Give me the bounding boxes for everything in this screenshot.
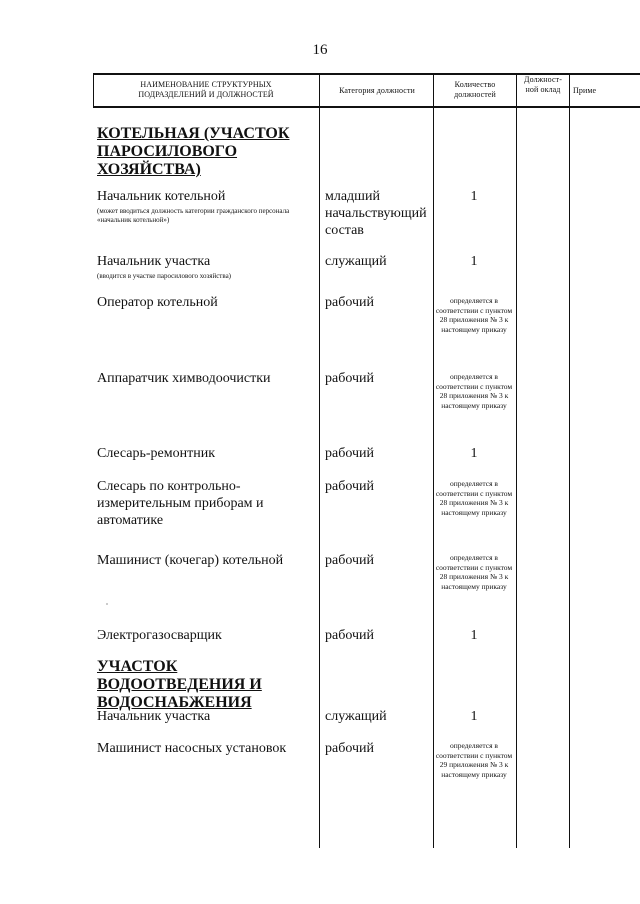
column-divider	[319, 73, 320, 848]
position-category: рабочий	[325, 628, 374, 643]
position-name	[97, 188, 312, 225]
position-category: рабочий	[325, 553, 374, 568]
position-count: определяется в соответствии с пунктом 28 приложения № 3 к настоящему приказу	[435, 553, 513, 591]
section-title: КОТЕЛЬНАЯ (УЧАСТОК ПАРОСИЛОВОГО ХОЗЯЙСТВА)	[97, 125, 290, 178]
position-count: 1	[470, 254, 478, 269]
position-category: рабочий	[325, 371, 374, 386]
position-category: рабочий	[325, 295, 374, 310]
header-bottom-rule	[93, 106, 640, 108]
position-count: 1	[470, 709, 478, 724]
position-name: Слесарь-ремонтник	[97, 446, 216, 461]
position-note: (может вводиться должность категории гражданского персонала «начальник котельной»)	[97, 207, 290, 224]
position-name: Машинист насосных установок	[97, 741, 287, 756]
position-category: рабочий	[325, 446, 374, 461]
column-divider	[433, 73, 434, 848]
header-structure-names: НАИМЕНОВАНИЕ СТРУКТУРНЫХ ПОДРАЗДЕЛЕНИЙ И ДОЛЖНОСТЕЙ	[138, 80, 274, 99]
position-category: рабочий	[325, 479, 374, 494]
position-category: служащий	[325, 254, 387, 269]
position-name	[97, 253, 312, 281]
position-name: Аппаратчик химводоочистки	[97, 371, 271, 386]
column-divider	[569, 73, 570, 848]
page-number: 16	[312, 42, 328, 58]
scan-speck	[106, 603, 108, 605]
header-notes: Приме	[573, 86, 597, 95]
position-title: Начальник участка	[97, 254, 211, 269]
position-count: определяется в соответствии с пунктом 28 приложения № 3 к настоящему приказу	[435, 296, 513, 334]
position-name: Слесарь по контрольно-измерительным приборам и автоматике	[97, 479, 264, 528]
position-count: 1	[470, 628, 478, 643]
header-salary: Должност-ной оклад	[524, 75, 562, 94]
position-category: младший начальствующий состав	[325, 189, 427, 238]
column-divider	[93, 73, 94, 108]
position-count: определяется в соответствии с пунктом 28 приложения № 3 к настоящему приказу	[435, 372, 513, 410]
position-count: определяется в соответствии с пунктом 28 приложения № 3 к настоящему приказу	[435, 479, 513, 517]
position-category: рабочий	[325, 741, 374, 756]
header-position-category: Категория должности	[339, 86, 415, 95]
column-divider	[516, 73, 517, 848]
position-name: Оператор котельной	[97, 295, 218, 310]
position-name: Машинист (кочегар) котельной	[97, 553, 284, 568]
position-title: Начальник котельной	[97, 189, 226, 204]
section-title: УЧАСТОК ВОДООТВЕДЕНИЯ И ВОДОСНАБЖЕНИЯ	[97, 658, 262, 711]
position-count: 1	[470, 446, 478, 461]
position-name: Электрогазосварщик	[97, 628, 222, 643]
header-position-count: Количество должностей	[454, 80, 496, 99]
position-count: определяется в соответствии с пунктом 29 приложения № 3 к настоящему приказу	[435, 741, 513, 779]
position-note: (вводится в участке паросилового хозяйства)	[97, 272, 232, 280]
position-count: 1	[470, 189, 478, 204]
position-name: Начальник участка	[97, 709, 211, 724]
position-category: служащий	[325, 709, 387, 724]
